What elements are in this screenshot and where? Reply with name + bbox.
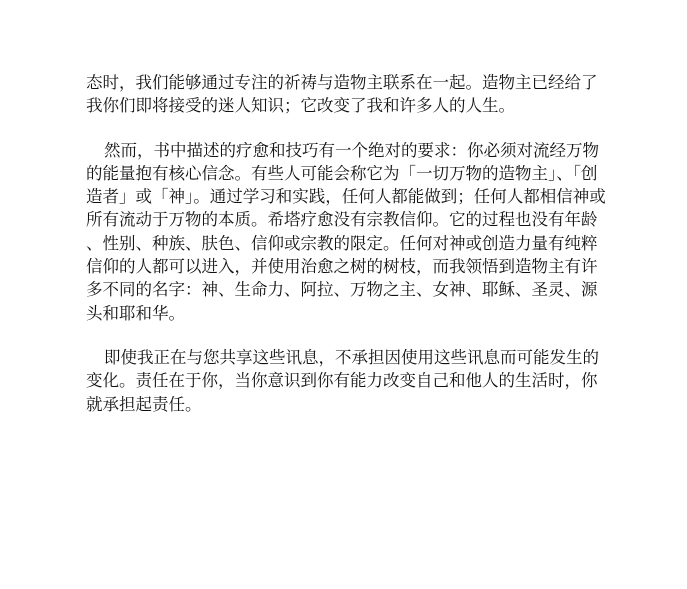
paragraph-responsibility: 即使我正在与您共享这些讯息，不承担因使用这些讯息而可能发生的变化。责任在于你，当你意识到你有能力改变自己和他人的生活时，你就承担起责任。 bbox=[86, 347, 599, 414]
paragraph-requirement: 然而，书中描述的疗愈和技巧有一个绝对的要求：你必须对流经万物的能量抱有核心信念。有些人可能会称它为「一切万物的造物主」、「创造者」或「神」。通过学习和实践，任何人都能做到；任何人都相信神或所有流动于万物的本质。希塔疗愈没有宗教信仰。它的过程也没有年龄、性别、种族、肤色、信仰或宗教的限定。任何对神或创造力量有纯粹信仰的人都可以进入，并使用治愈之树的树枝，而我领悟到造物主有许多不同的名字：神、生命力、阿拉、万物之主、女神、耶稣、圣灵、源头和耶和华。 bbox=[86, 140, 606, 323]
document-page bbox=[86, 71, 610, 437]
paragraph-continued: 态时，我们能够通过专注的祈祷与造物主联系在一起。造物主已经给了我你们即将接受的迷人知识；它改变了我和许多人的人生。 bbox=[86, 73, 598, 116]
